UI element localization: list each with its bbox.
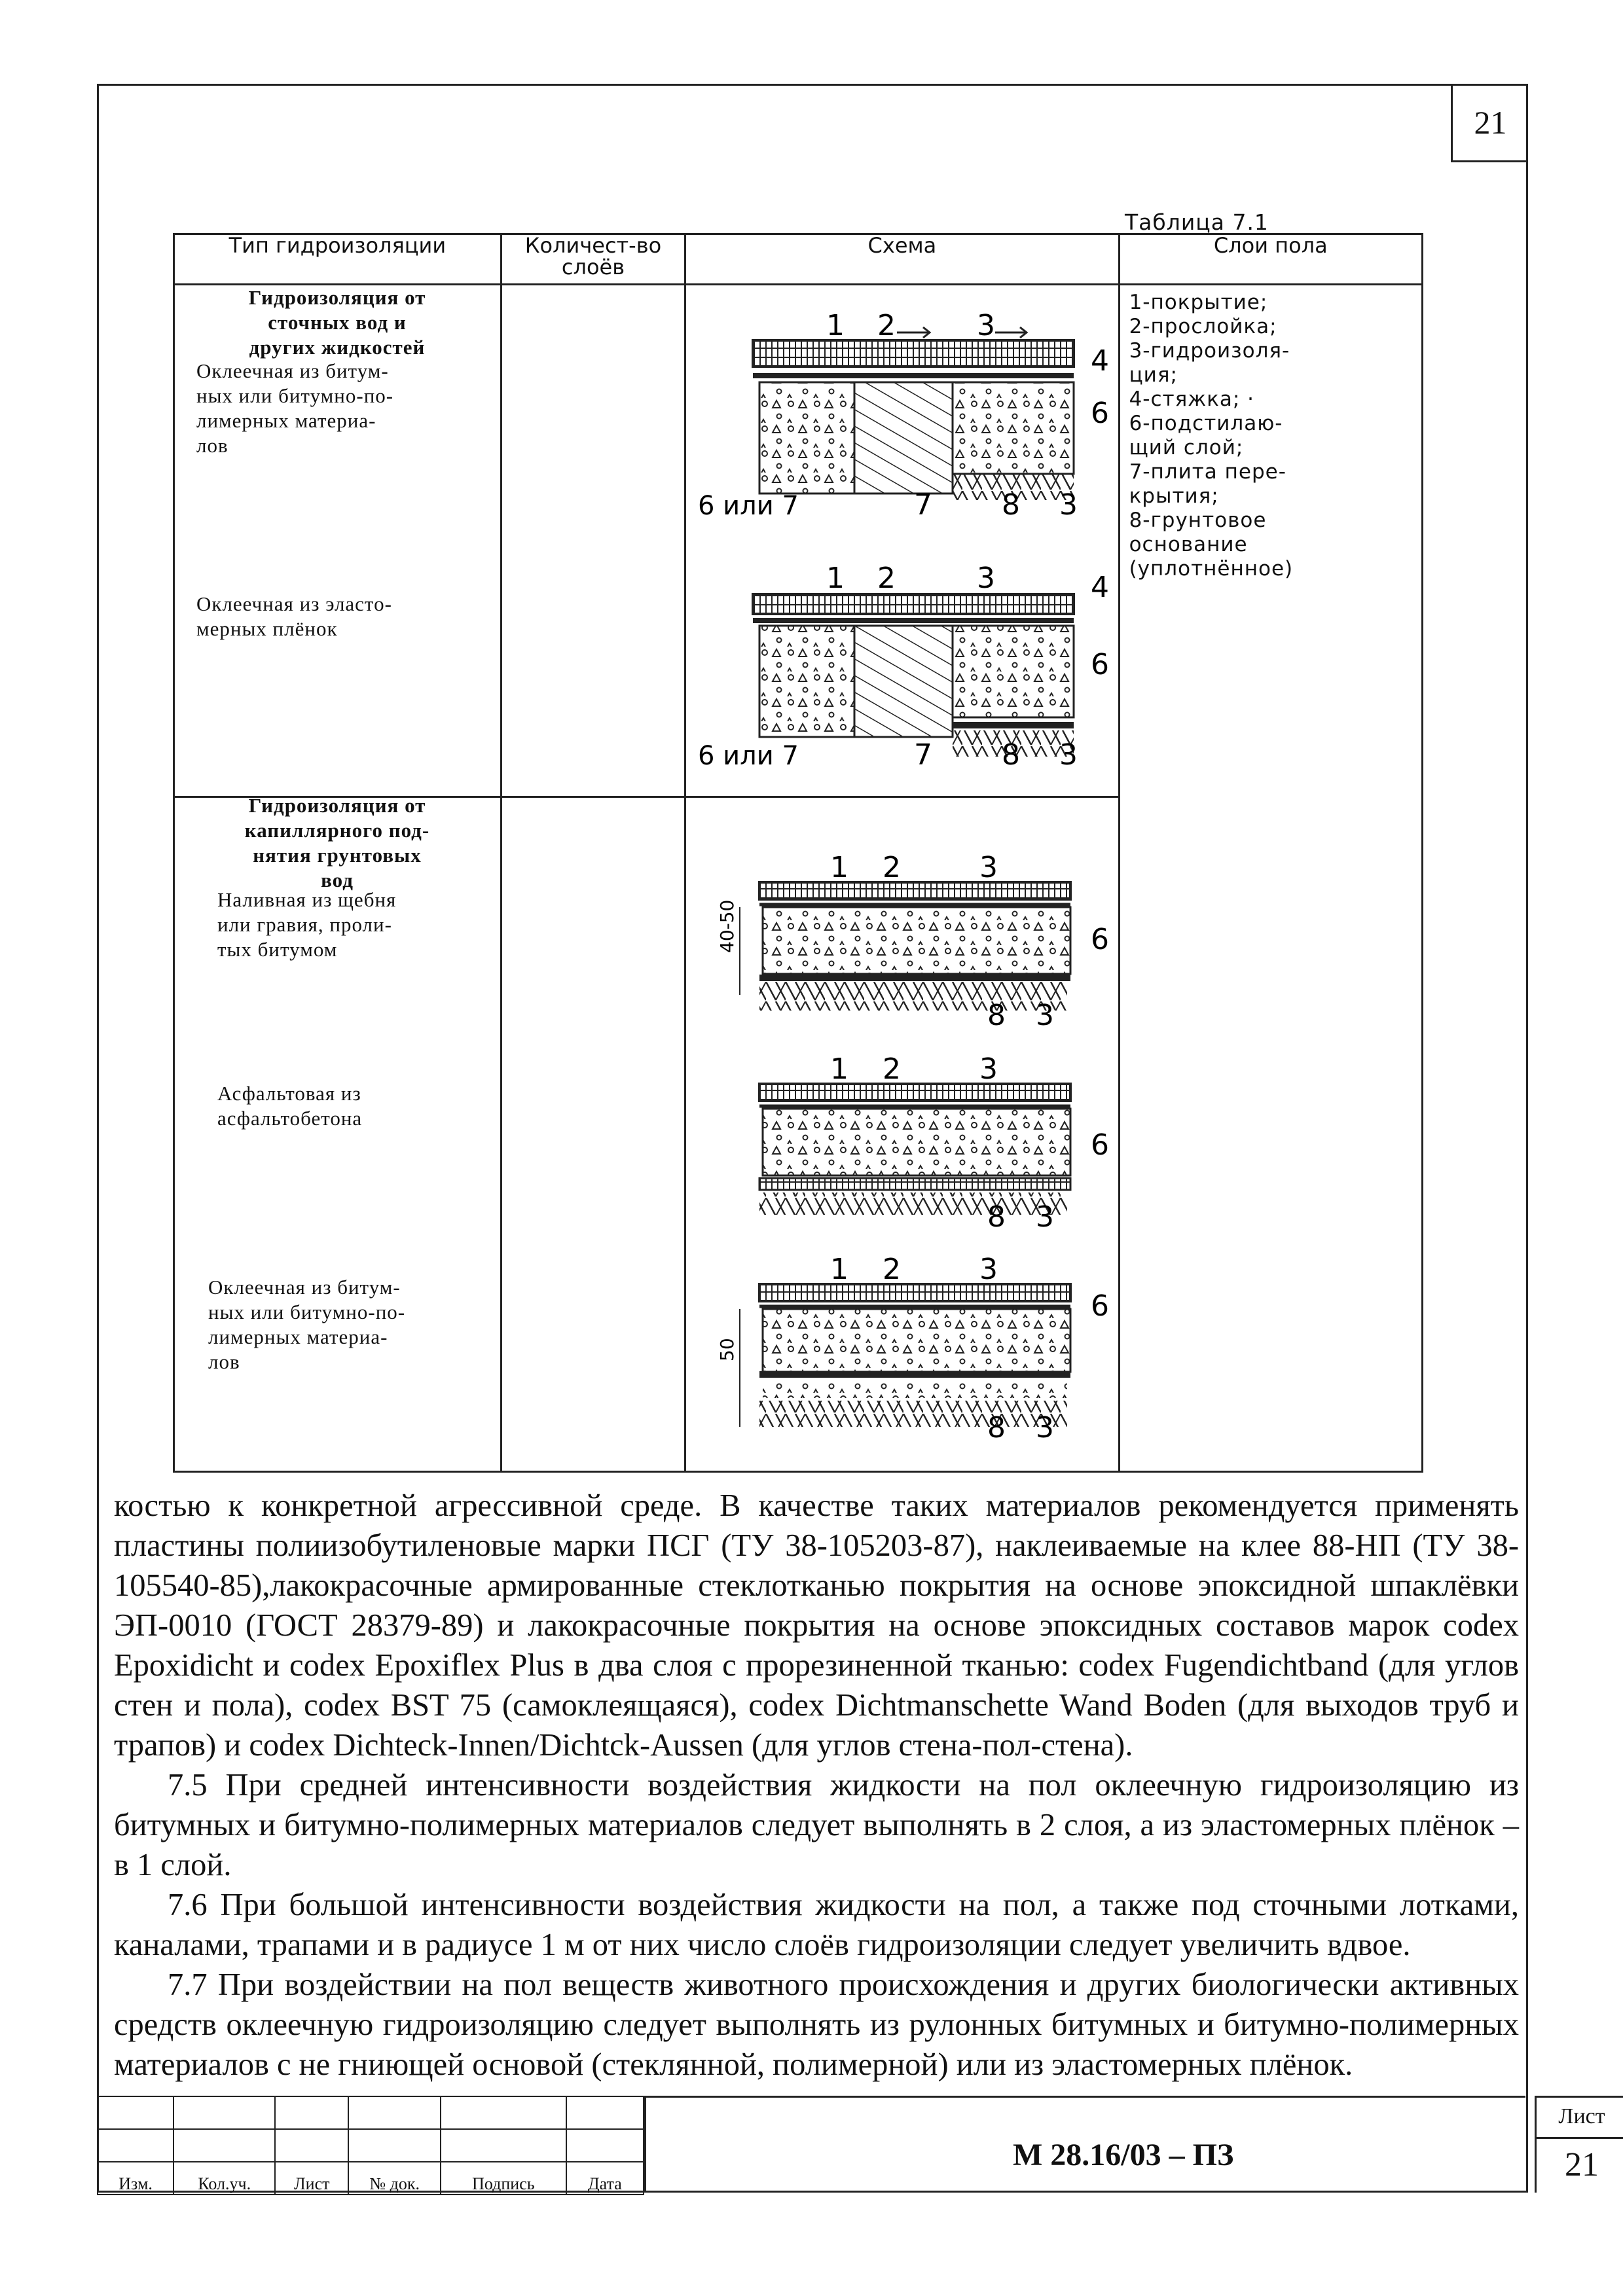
- header-layers-count: Количест-во слоёв: [501, 234, 685, 285]
- legend-item: 6-подстилаю-: [1129, 412, 1283, 435]
- paragraph-7-7: [114, 1965, 1519, 2085]
- clause-text: При средней интенсивности воздействия жидкости на пол оклеечную гидроизоляцию из битумных и битумно-полимерных материалов следует выполнять в 2 слоя, а из эластомерных плёнок – в 1 слой.: [114, 1768, 1519, 1882]
- table-caption: Таблица 7.1: [1125, 209, 1269, 235]
- row2-line: Оклеечная из эласто-: [196, 592, 392, 615]
- group1-title-line: других жидкостей: [249, 336, 426, 359]
- group1-title-line: Гидроизоляция от: [248, 286, 426, 309]
- schema4-label-3: 3: [979, 1052, 998, 1086]
- paragraph-7-5: [114, 1765, 1519, 1885]
- group1-title-line: сточных вод и: [268, 311, 407, 334]
- schema4-label-3b: 3: [1036, 1200, 1054, 1234]
- schema3-label-1: 1: [830, 851, 848, 884]
- schema4-label-2: 2: [883, 1052, 901, 1086]
- legend-item: 2-прослойка;: [1129, 315, 1277, 338]
- schema4-label-6: 6: [1091, 1128, 1109, 1162]
- schema2-label-3: 3: [977, 562, 995, 595]
- schema1-label-7: 7: [914, 488, 932, 522]
- group2-title-line: капиллярного под-: [244, 819, 430, 842]
- schema-1: [698, 309, 1109, 522]
- row3-line: Наливная из щебня: [217, 888, 397, 911]
- title-block: [97, 2096, 1605, 2193]
- legend-item: крытия;: [1129, 484, 1219, 508]
- schema2-label-4: 4: [1091, 571, 1109, 604]
- schema-5: [716, 1253, 1109, 1444]
- document-code-cell: [644, 2096, 1525, 2193]
- legend-item: 8-грунтовое: [1129, 509, 1267, 532]
- legend-item: ция;: [1129, 363, 1178, 387]
- paragraph-continuation: костью к конкретной агрессивной среде. В качестве таких материалов рекомендуется применять пластины полиизобутиленовые марки ПСГ (ТУ 38-105203-87), наклеиваемые на клее 88-НП (ТУ 38-105540-85),лакокрасочные армированные стеклотканью покрытия на основе эпоксидной шпаклёвки ЭП-0010 (ГОСТ 28379-89) и лакокрасочные покрытия на основе эпоксидных составов марок codex Epoxidicht и codex Epoxiflex Plus в два слоя с прорезиненной тканью: codex Fugendichtband (для углов стен и пола), codex BST 75 (самоклеящаяся), codex Dichtmanschette Wand Boden (для выходов труб и трапов) и codex Dichteck-Innen/Dichtck-Aussen (для углов стена-пол-стена).: [114, 1488, 1519, 1763]
- legend-item: 3-гидроизоля-: [1129, 339, 1290, 363]
- schema2-label-7: 7: [914, 738, 932, 772]
- schema2-label-6: 6: [1091, 648, 1109, 681]
- schema-2: [698, 562, 1109, 772]
- schema1-label-8: 8: [1002, 488, 1020, 522]
- schema2-label-2: 2: [877, 562, 896, 595]
- legend-item: (уплотнённое): [1129, 557, 1294, 581]
- schema2-label-1: 1: [826, 562, 845, 595]
- schema1-label-1: 1: [826, 309, 845, 342]
- row4-line: Асфальтовая из: [217, 1082, 361, 1105]
- clause-number: 7.6: [168, 1888, 208, 1922]
- schema3-label-8: 8: [987, 999, 1006, 1032]
- stamp-col-date: Дата: [566, 2162, 644, 2195]
- schema5-label-1: 1: [830, 1253, 848, 1286]
- row1-line: лов: [196, 434, 228, 457]
- row1-line: ных или битумно-по-: [196, 384, 394, 407]
- schema4-label-8: 8: [987, 1200, 1006, 1234]
- schema5-label-6: 6: [1091, 1289, 1109, 1323]
- schema5-label-8: 8: [987, 1411, 1006, 1444]
- schema1-label-3b: 3: [1059, 488, 1078, 522]
- stamp-col-count: Кол.уч.: [173, 2162, 275, 2195]
- schema1-label-6: 6: [1091, 397, 1109, 430]
- group2-title-line: вод: [321, 869, 354, 891]
- legend-item: щий слой;: [1129, 436, 1244, 459]
- legend-item: 7-плита пере-: [1129, 460, 1286, 484]
- group2-title-line: нятия грунтовых: [253, 844, 422, 867]
- legend-item: основание: [1129, 533, 1248, 556]
- sheet-box: [1535, 2096, 1623, 2193]
- schema3-label-3b: 3: [1036, 999, 1054, 1032]
- sheet-label: Лист: [1558, 2104, 1605, 2128]
- clause-text: При большой интенсивности воздействия жидкости на пол, а также под сточными лотками, каналами, трапами и в радиусе 1 м от них число слоёв гидроизоляции следует увеличить вдвое.: [114, 1888, 1519, 1962]
- schema1-label-or: 6 или 7: [698, 491, 799, 521]
- schema5-label-2: 2: [883, 1253, 901, 1286]
- row5-line: ных или битумно-по-: [208, 1300, 406, 1323]
- row1-line: Оклеечная из битум-: [196, 359, 389, 382]
- schema5-label-3b: 3: [1036, 1411, 1054, 1444]
- schema5-label-3: 3: [979, 1253, 998, 1286]
- document-code: М 28.16/03 – ПЗ: [1013, 2138, 1234, 2172]
- header-floor-layers: Слои пола: [1119, 234, 1422, 285]
- clause-number: 7.5: [168, 1768, 208, 1803]
- row4-line: асфальтобетона: [217, 1107, 363, 1130]
- body-text: [114, 1486, 1519, 2085]
- row5-line: Оклеечная из битум-: [208, 1276, 401, 1299]
- sheet-number: 21: [1537, 2137, 1623, 2190]
- stamp-col-change: Изм.: [98, 2162, 173, 2195]
- page-number-corner: 21: [1451, 84, 1528, 162]
- schema2-label-3b: 3: [1059, 738, 1078, 772]
- row5-line: лов: [208, 1350, 240, 1373]
- schema2-label-8: 8: [1002, 738, 1020, 772]
- clause-number: 7.7: [168, 1967, 208, 2002]
- schema1-label-2: 2: [877, 309, 896, 342]
- schema2-label-or: 6 или 7: [698, 741, 799, 771]
- schema1-label-4: 4: [1091, 344, 1109, 378]
- stamp-col-signature: Подпись: [441, 2162, 566, 2195]
- row5-line: лимерных материа-: [208, 1325, 388, 1348]
- stamp-col-docnum: № док.: [348, 2162, 441, 2195]
- stamp-col-sheet: Лист: [275, 2162, 348, 2195]
- header-schema: Схема: [685, 234, 1119, 285]
- schema3-dim: 40-50: [716, 899, 738, 953]
- schema5-dim: 50: [716, 1338, 738, 1361]
- schema3-label-3: 3: [979, 851, 998, 884]
- schema-3: [716, 851, 1109, 1032]
- schema3-label-2: 2: [883, 851, 901, 884]
- schema4-label-1: 1: [830, 1052, 848, 1086]
- schema-4: [759, 1052, 1109, 1234]
- row3-line: тых битумом: [217, 938, 338, 961]
- group2-title-line: Гидроизоляция от: [248, 794, 426, 817]
- row1-line: лимерных материа-: [196, 409, 376, 432]
- legend-item: 4-стяжка; ·: [1129, 387, 1255, 411]
- row3-line: или гравия, проли-: [217, 913, 392, 936]
- schema1-label-3: 3: [977, 309, 995, 342]
- row2-line: мерных плёнок: [196, 617, 338, 640]
- paragraph-7-6: [114, 1885, 1519, 1965]
- clause-text: При воздействии на пол веществ животного происхождения и других биологически активных средств оклеечную гидроизоляцию следует выполнять из рулонных битумных и битумно-полимерных материалов с не гниющей основой (стеклянной, полимерной) или из эластомерных плёнок.: [114, 1967, 1519, 2082]
- legend-item: 1-покрытие;: [1129, 291, 1268, 314]
- header-type: Тип гидроизоляции: [174, 234, 501, 285]
- schema3-label-6: 6: [1091, 923, 1109, 956]
- revision-grid: [97, 2096, 644, 2195]
